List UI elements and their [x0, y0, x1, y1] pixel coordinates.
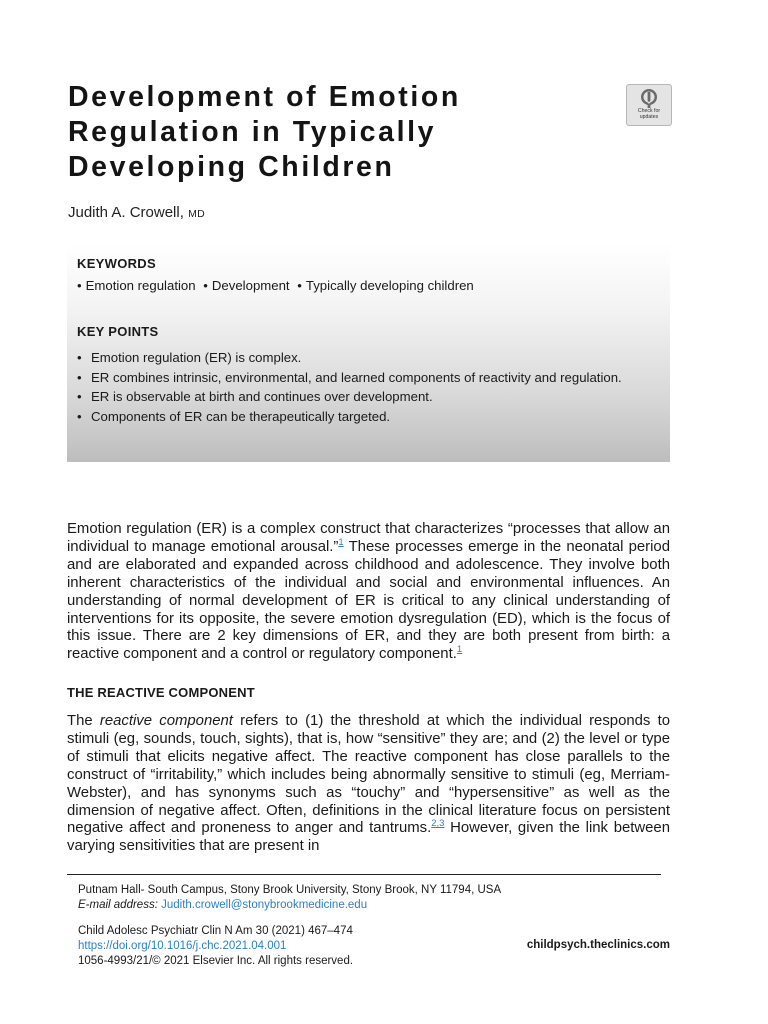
author-name: Judith A. Crowell, — [68, 204, 184, 221]
check-for-updates-badge[interactable] — [626, 84, 672, 126]
keywords-keypoints-box — [67, 244, 670, 462]
reference-link[interactable]: 1 — [456, 644, 463, 656]
keyword-item: Emotion regulation — [85, 278, 196, 293]
paragraph-text: refers to (1) the threshold at which the individual responds to stimuli (eg, sounds, touch, sights), that is, how “sensitive” they are; and (2) the level or type of stimuli that elicits negative affect. The reactive component has close parallels to the construct of “irritability,” which includes being abnormally sensitive to stimuli (eg, Merriam-Webster), and has synonyms such as “touchy” and “hypersensitive” as well as the dimension of negative affect. Often, definitions in the clinical literature focus on persistent negative affect and proneness to anger and tantrums. — [67, 713, 670, 837]
journal-website[interactable]: childpsych.theclinics.com — [526, 939, 670, 951]
author-email-line — [78, 898, 367, 913]
journal-citation: Child Adolesc Psychiatr Clin N Am 30 (2021) 467–474 — [78, 925, 353, 937]
key-points-heading: KEY POINTS — [77, 324, 159, 339]
reference-link[interactable]: 1 — [338, 536, 344, 548]
check-for-updates-icon — [638, 88, 660, 108]
author-email-link[interactable]: Judith.crowell@stonybrookmedicine.edu — [161, 899, 368, 911]
author-affiliation: Putnam Hall- South Campus, Stony Brook University, Stony Brook, NY 11794, USA — [78, 884, 502, 896]
author-degree: MD — [188, 208, 205, 220]
reference-link[interactable]: 2,3 — [431, 818, 445, 830]
key-point-item: • Emotion regulation (ER) is complex. — [77, 350, 648, 366]
keywords-heading: KEYWORDS — [77, 256, 156, 271]
paragraph-italic-term: reactive component — [99, 713, 233, 729]
title-line: Developing Children — [68, 151, 395, 183]
paragraph-text: However, given the link between varying sensitivities that are present in — [67, 820, 670, 855]
badge-label — [638, 109, 660, 120]
keywords-list: • Emotion regulation • Development • Typically developing children — [77, 278, 474, 293]
intro-text: Emotion regulation (ER) is a complex construct that characterizes “processes that allow an individual to manage emotional arousal.” — [67, 521, 670, 555]
intro-paragraph — [67, 521, 670, 664]
badge-label-line: updates — [639, 113, 659, 120]
footer-divider — [67, 874, 661, 875]
keyword-item: Development — [211, 278, 290, 293]
doi-link[interactable]: https://doi.org/10.1016/j.chc.2021.04.001 — [78, 940, 287, 952]
badge-label-line: Check for — [637, 108, 661, 114]
article-title — [68, 80, 588, 185]
section-heading: THE REACTIVE COMPONENT — [67, 685, 255, 700]
reactive-component-paragraph — [67, 713, 670, 856]
intro-text: These processes emerge in the neonatal period and are elaborated and expanded across childhood and adolescence. They involve both inherent characteristics of the individual and social and environmental influences. An understanding of normal development of ER is critical to any clinical understanding of interventions for its opposite, the severe emotion dysregulation (ED), which is the focus of this issue. There are 2 key dimensions of ER, and they are both present from birth: a reactive component and a control or regulatory component. — [67, 538, 670, 663]
key-point-item: • ER is observable at birth and continues over development. — [77, 389, 648, 405]
title-line: Regulation in Typically — [68, 116, 437, 148]
keyword-item: Typically developing children — [305, 278, 474, 293]
copyright-line: 1056-4993/21/© 2021 Elsevier Inc. All rights reserved. — [78, 955, 354, 967]
title-line: Development of Emotion — [68, 81, 461, 113]
doi-line — [78, 939, 286, 954]
key-points-list — [77, 350, 648, 428]
key-point-item: • ER combines intrinsic, environmental, and learned components of reactivity and regulation. — [77, 370, 648, 386]
email-label: E-mail address: — [78, 899, 158, 911]
author-line — [68, 204, 205, 221]
key-point-item: • Components of ER can be therapeutically targeted. — [77, 409, 648, 425]
paragraph-text: The — [67, 713, 100, 729]
